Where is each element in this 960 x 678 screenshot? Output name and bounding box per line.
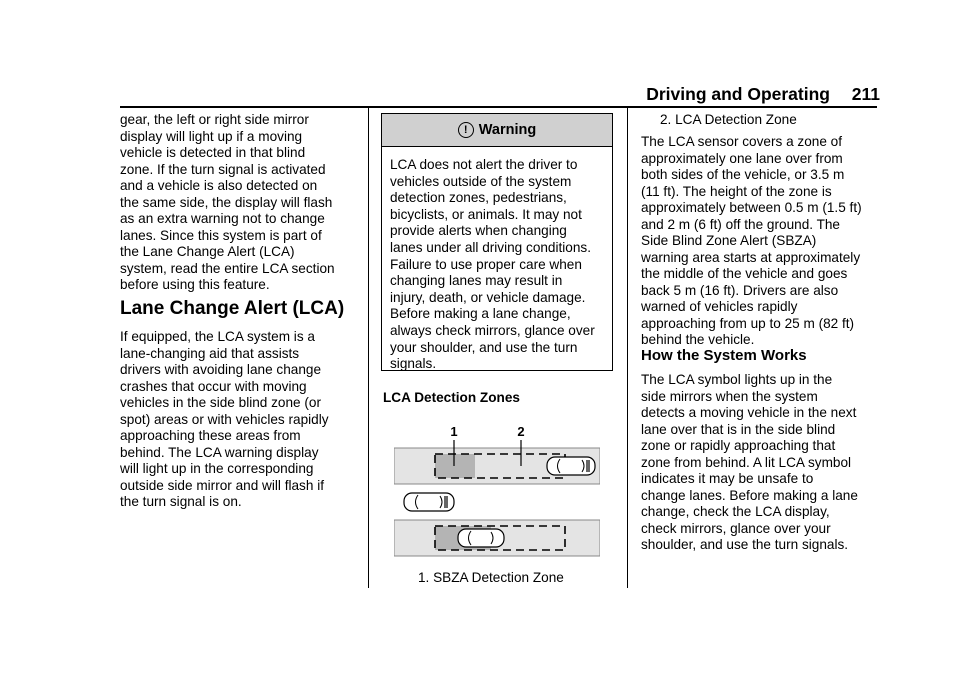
column-divider-left <box>368 108 369 588</box>
callout-1: 1 <box>450 424 458 439</box>
caption-lca: 2. LCA Detection Zone <box>660 112 797 127</box>
approaching-vehicle-icon <box>547 457 595 475</box>
section-title: Driving and Operating <box>646 84 830 104</box>
page-number: 211 <box>851 84 880 104</box>
lca-zones-diagram <box>394 420 600 565</box>
lca-heading: Lane Change Alert (LCA) <box>120 298 345 319</box>
lca-sensor-paragraph: The LCA sensor covers a zone of approximately one lane over from both sides of the vehicle, or 3.5 m (11 ft). The height of the zone is approximately between 0.5 m (1.5 ft) and 2 m (6 ft) off the ground. The Side Blind Zone Alert (SBZA) warning area starts at approximately the middle of the vehicle and goes back 5 m (16 ft). Drivers are also warned of vehicles rapidly approaching from up to 25 m (82 ft) behind the vehicle. <box>641 134 862 347</box>
caption-sbza: 1. SBZA Detection Zone <box>418 570 564 585</box>
lca-body-paragraph: If equipped, the LCA system is a lane-changing aid that assists drivers with avoiding lane change crashes that occur with moving vehicles in the side blind zone (or spot) areas or with vehicles rapidly approaching these areas from behind. The LCA warning display will light up in the corresponding outside side mirror and will flash if the turn signal is on. <box>120 329 329 509</box>
host-vehicle-icon <box>404 493 454 511</box>
header-rule <box>120 106 877 108</box>
figure-title: LCA Detection Zones <box>383 390 520 405</box>
how-system-works-heading: How the System Works <box>641 347 807 364</box>
warning-header <box>382 114 612 147</box>
warning-title: Warning <box>478 122 537 138</box>
warning-text: LCA does not alert the driver to vehicles outside of the system detection zones, pedestrians, bicyclists, or animals. It may not provide alerts when changing lanes under all driving conditions. Failure to use proper care when changing lanes may result in injury, death, or vehicle damage. Before making a lane change, always check mirrors, glance over your shoulder, and use the turn signals. <box>390 157 595 372</box>
column-divider-right <box>627 108 628 588</box>
adjacent-vehicle-icon <box>458 529 504 547</box>
callout-2: 2 <box>517 424 525 439</box>
how-system-works-paragraph: The LCA symbol lights up in the side mirrors when the system detects a moving vehicle in the next lane over that is in the side blind zone or rapidly approaching that zone from behind. A lit LCA symbol indicates it may be unsafe to change lanes. Before making a lane change, check the LCA display, check mirrors, glance over your shoulder, and use the turn signals. <box>641 372 858 552</box>
warning-icon: ! <box>458 122 474 138</box>
warning-box <box>381 113 613 371</box>
lca-zones-figure <box>394 420 600 560</box>
intro-paragraph: gear, the left or right side mirror display will light up if a moving vehicle is detected in that blind zone. If the turn signal is activated and a vehicle is also detected on the same side, the display will flash as an extra warning not to change lanes. Since this system is part of the Lane Change Alert (LCA) system, read the entire LCA section before using this feature. <box>120 112 335 292</box>
sbza-zone-top <box>435 454 475 478</box>
